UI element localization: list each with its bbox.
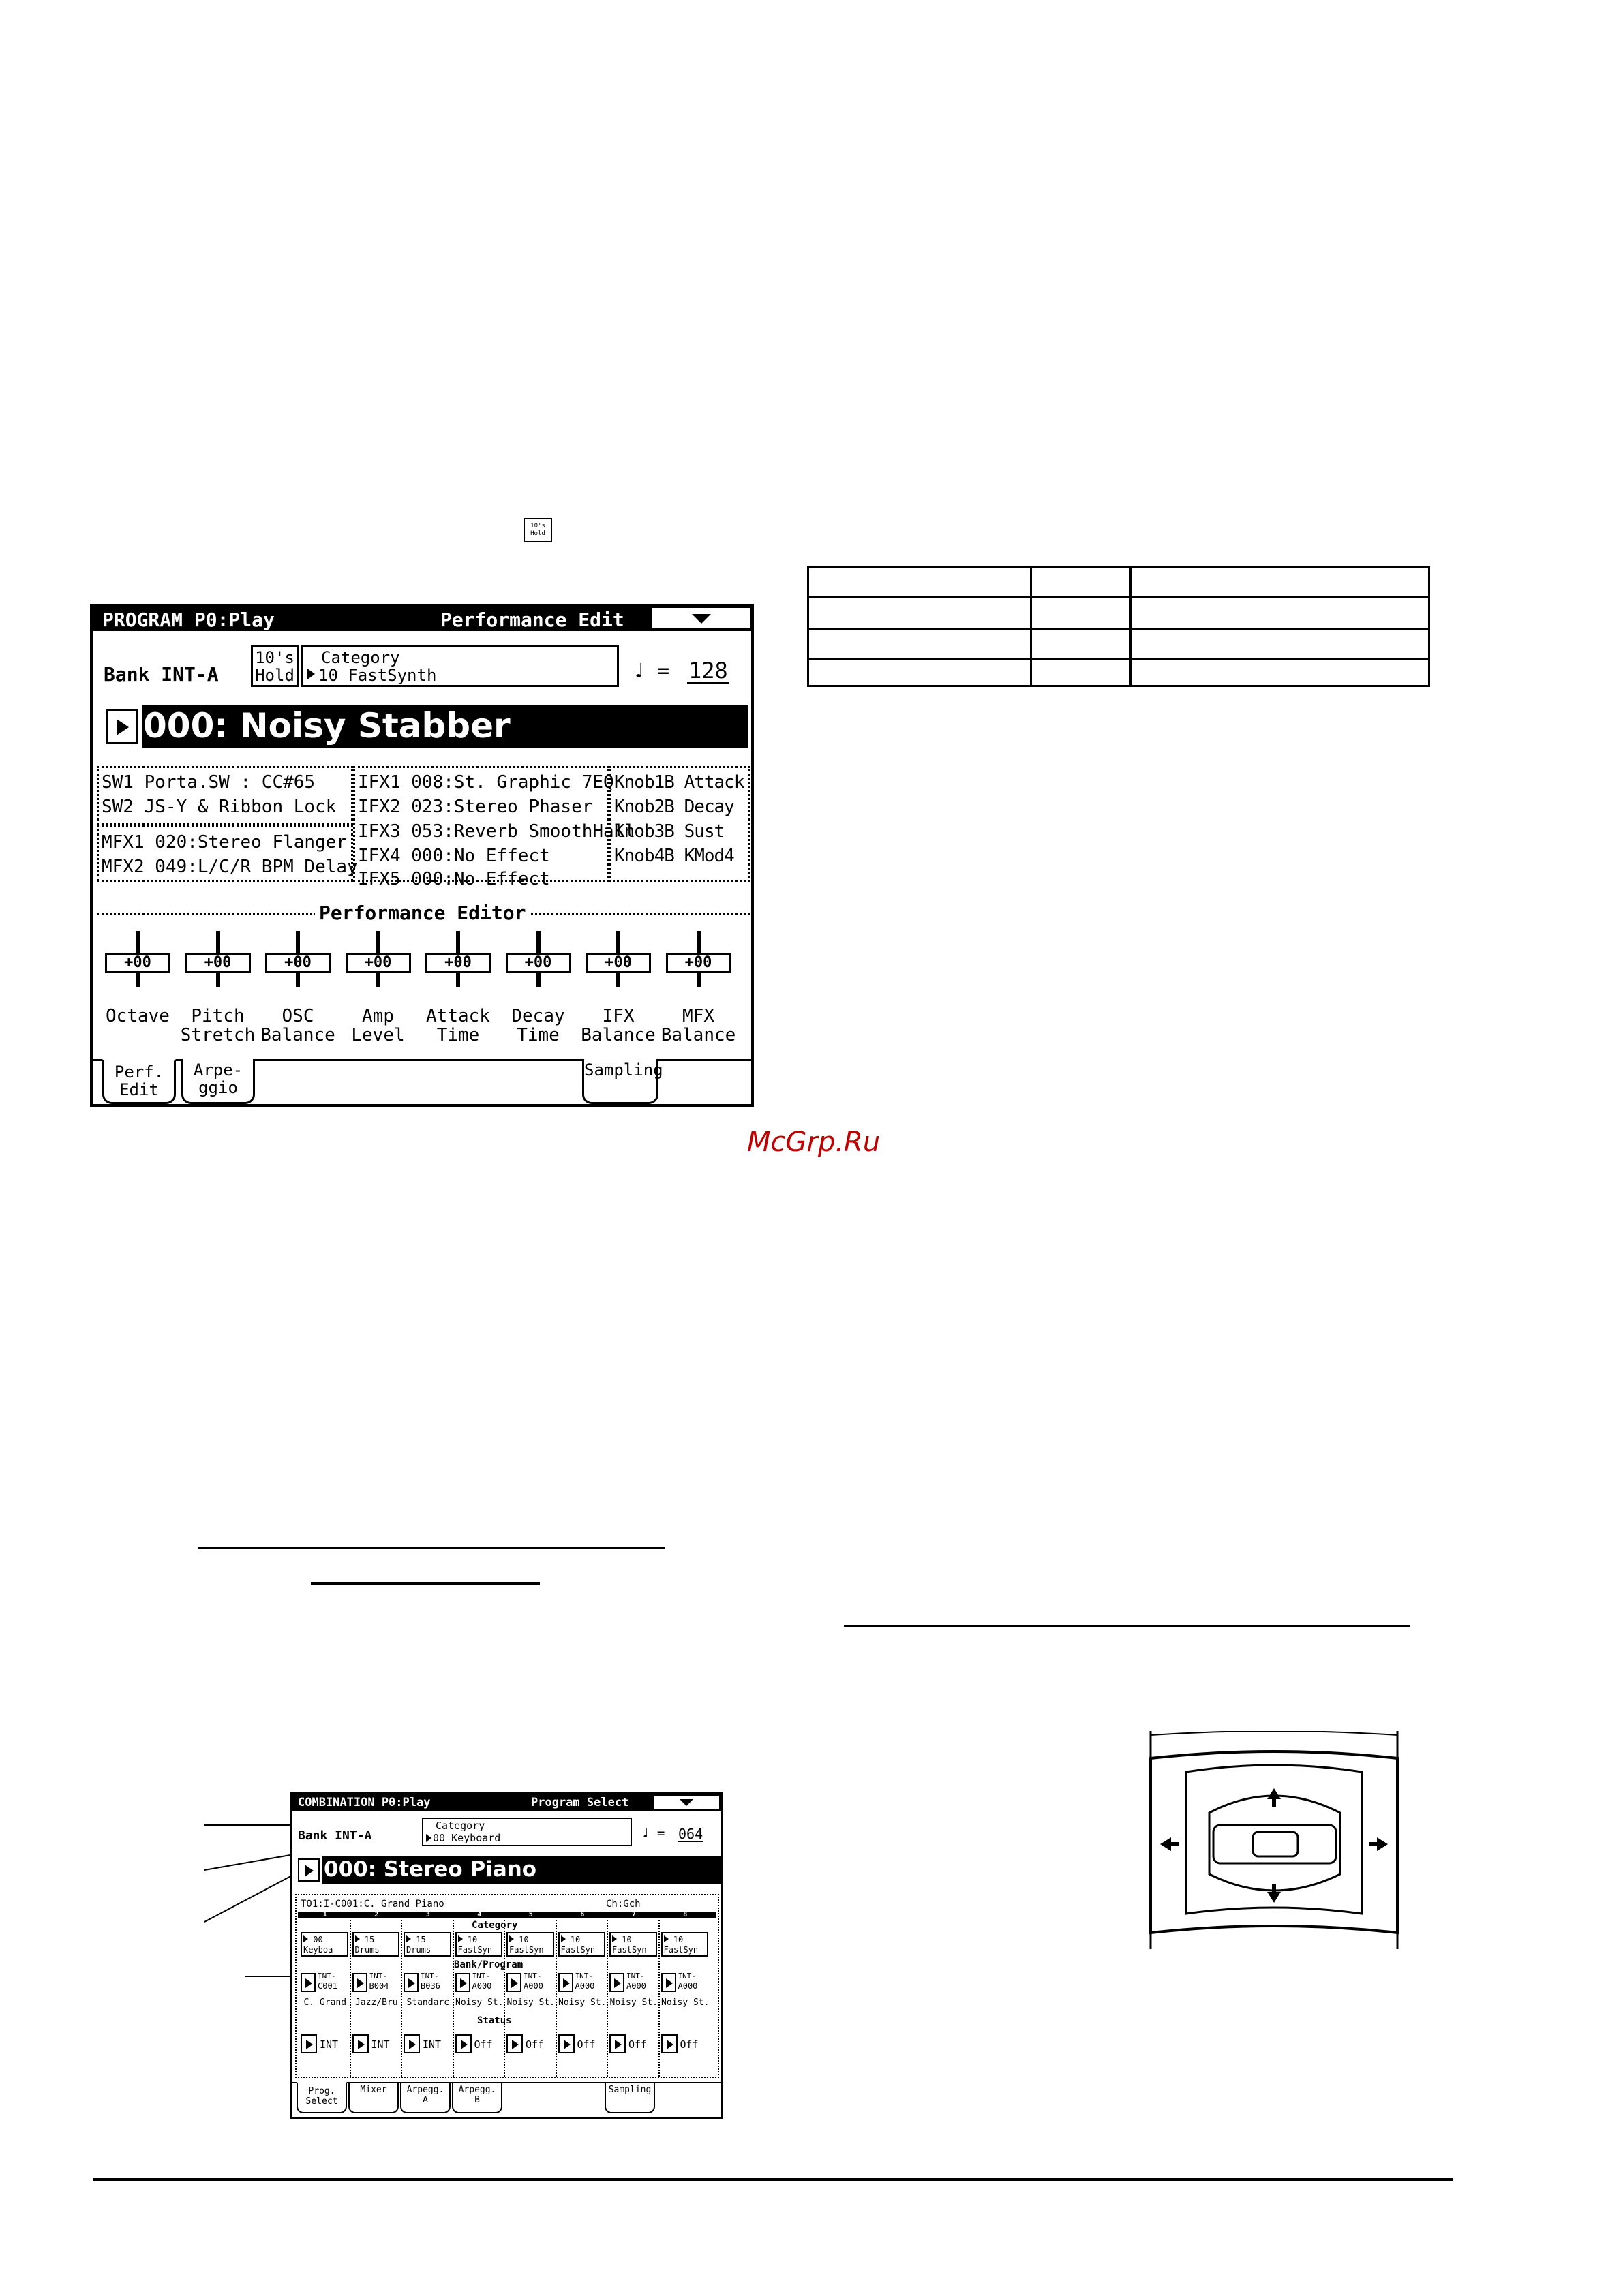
timbre-number: 4 [477, 1911, 482, 1918]
triangle-down-icon [692, 614, 711, 624]
bankprog-header: Bank/Program [452, 1959, 525, 1970]
play-button[interactable] [352, 2034, 369, 2053]
slider-value-box[interactable]: +00 [666, 953, 731, 973]
category-name: Drums [406, 1945, 431, 1955]
category-header: Category [470, 1920, 519, 1931]
slider-label: Octave [106, 1006, 170, 1026]
play-icon [563, 1978, 570, 1988]
mfx1: MFX1 020:Stereo Flanger [102, 832, 348, 853]
category-name: FastSyn [457, 1945, 493, 1955]
slider-1[interactable] [181, 931, 255, 1054]
performance-editor-title: Performance Editor [315, 904, 530, 923]
footer-rule [93, 2178, 1453, 2181]
slider-label: Decay [511, 1006, 565, 1026]
tab-label: A [423, 2095, 428, 2105]
tab-label: Arpe- [193, 1060, 243, 1080]
status-header: Status [475, 2015, 514, 2026]
slider-value-box[interactable]: +00 [346, 953, 411, 973]
timbre-panel [295, 1894, 719, 2078]
timbre-category-button[interactable] [661, 1932, 709, 1957]
channel-info: Ch:Gch [606, 1899, 641, 1910]
status-value: Off [628, 2038, 648, 2051]
slider-value-box[interactable]: +00 [185, 953, 251, 973]
play-icon [666, 1978, 673, 1988]
column-divider [453, 1920, 454, 2077]
program-bank: INT- [626, 1972, 645, 1980]
slider-value-box[interactable]: +00 [586, 953, 651, 973]
play-icon [357, 1978, 364, 1988]
page-title: PROGRAM P0:Play [102, 609, 275, 631]
page-menu-button[interactable] [654, 1796, 719, 1809]
tab-arpeggio[interactable] [181, 1059, 255, 1104]
category-num: 10 [622, 1935, 632, 1944]
timbre-status[interactable] [609, 2033, 657, 2055]
tab-3[interactable] [452, 2082, 502, 2113]
program-name: Jazz/Bru [354, 1997, 398, 2008]
tab-sampling[interactable] [582, 1059, 663, 1104]
timbre-number: 1 [322, 1911, 327, 1918]
timbre-category-button[interactable] [558, 1932, 606, 1957]
tab-1[interactable] [348, 2082, 399, 2113]
category-num: 00 [313, 1935, 323, 1944]
program-bank: INT- [369, 1972, 387, 1980]
knob1: Knob1B Attack [614, 772, 744, 793]
page-name: Program Select [531, 1796, 629, 1809]
play-button[interactable] [455, 1973, 470, 1992]
combination-play-screen [290, 1792, 723, 2119]
slider-5[interactable] [502, 931, 575, 1054]
column-divider [658, 1920, 660, 2077]
mfx2: MFX2 049:L/C/R BPM Delay [102, 857, 358, 877]
play-icon [460, 1978, 467, 1988]
tab-4[interactable] [605, 2082, 655, 2113]
play-icon [408, 1978, 415, 1988]
play-button[interactable] [506, 1973, 521, 1992]
rule-line [844, 1625, 1410, 1627]
hold-indicator [251, 645, 299, 687]
page-name: Performance Edit [440, 609, 624, 631]
slider-label: Pitch [191, 1006, 245, 1026]
timbre-program-button[interactable] [506, 1972, 554, 1993]
play-icon [614, 1978, 621, 1988]
slider-value-box[interactable]: +00 [265, 953, 331, 973]
slider-value-box[interactable]: +00 [105, 953, 170, 973]
timbre-status[interactable] [506, 2033, 554, 2055]
program-name: 000: Noisy Stabber [143, 706, 511, 746]
play-icon [511, 1978, 518, 1988]
status-value: Off [577, 2038, 596, 2051]
category-name: FastSyn [612, 1945, 647, 1955]
program-number: B004 [369, 1981, 389, 1991]
table-col-divider [1129, 568, 1132, 685]
program-name: C. Grand [303, 1997, 347, 2008]
program-name: Noisy St. [558, 1997, 607, 2008]
program-number: A000 [678, 1981, 698, 1991]
ifx1: IFX1 008:St. Graphic 7EQ [358, 772, 614, 793]
table-row-divider [809, 628, 1428, 630]
play-icon [307, 669, 315, 679]
play-button[interactable] [661, 1973, 676, 1992]
play-button[interactable] [506, 2034, 523, 2053]
category-num: 10 [673, 1935, 684, 1944]
mfx-panel [97, 825, 358, 882]
play-button[interactable] [609, 2034, 626, 2053]
timbre-category-button[interactable] [404, 1932, 451, 1957]
category-num: 15 [416, 1935, 426, 1944]
slider-label: IFX [602, 1006, 635, 1026]
category-name: FastSyn [560, 1945, 596, 1955]
tempo-symbol: ♩ = [641, 1826, 665, 1841]
slider-label: Time [517, 1025, 560, 1045]
play-icon [458, 1935, 463, 1942]
slider-label: Attack [426, 1006, 490, 1026]
combination-name: 000: Stereo Piano [324, 1857, 537, 1882]
tab-label: Edit [119, 1080, 159, 1099]
play-icon [355, 1935, 360, 1942]
program-number: A000 [575, 1981, 595, 1991]
play-button[interactable] [301, 1973, 316, 1992]
program-bank: INT- [472, 1972, 490, 1980]
tab-label: ggio [198, 1078, 238, 1097]
timbre-status[interactable] [352, 2033, 400, 2055]
play-icon [305, 1865, 314, 1877]
play-button[interactable] [404, 1973, 419, 1992]
tab-label: Prog. [308, 2086, 335, 2096]
play-icon [409, 2040, 416, 2049]
timbre-number: 2 [374, 1911, 379, 1918]
timbre-status[interactable] [661, 2033, 709, 2055]
status-value: Off [474, 2038, 493, 2051]
reference-table [807, 566, 1430, 687]
slider-6[interactable] [581, 931, 655, 1054]
play-button[interactable] [455, 2034, 472, 2053]
slider-label: OSC [282, 1006, 314, 1026]
play-button[interactable] [404, 2034, 420, 2053]
ifx5: IFX5 000:No Effect [358, 869, 550, 889]
tab-0[interactable] [297, 2082, 347, 2113]
timbre-number: 3 [425, 1911, 430, 1918]
program-name: Noisy St. [609, 1997, 658, 2008]
status-value: INT [320, 2038, 339, 2051]
knob4: Knob4B KMod4 [614, 846, 734, 866]
knob2: Knob2B Decay [614, 797, 734, 817]
status-value: Off [680, 2038, 699, 2051]
play-icon [306, 2040, 313, 2049]
play-icon [512, 2040, 519, 2049]
slider-label: Balance [260, 1025, 335, 1045]
category-num: 10 [570, 1935, 581, 1944]
tab-label: B [474, 2095, 480, 2105]
hold-icon [524, 518, 552, 542]
slider-value-box[interactable]: +00 [506, 953, 571, 973]
category-name: Keyboa [303, 1945, 333, 1955]
bank-label: Bank INT-A [104, 663, 219, 686]
program-name: Noisy St. [455, 1997, 504, 2008]
slider-label: Time [436, 1025, 480, 1045]
program-select-button[interactable] [106, 709, 138, 744]
timbre-info: T01:I-C001:C. Grand Piano [301, 1899, 444, 1910]
tempo-symbol: ♩ = [633, 659, 670, 683]
category-label: Category [436, 1820, 485, 1832]
program-name: Standarc [406, 1997, 450, 2008]
play-icon [406, 1935, 411, 1942]
program-name: Noisy St. [661, 1997, 710, 2008]
combination-select-button[interactable] [298, 1858, 320, 1882]
slider-0[interactable] [101, 931, 175, 1054]
timbre-program-button[interactable] [455, 1972, 503, 1993]
timbre-number: 6 [580, 1911, 585, 1918]
column-divider [607, 1920, 608, 2077]
timbre-category-button[interactable] [455, 1932, 503, 1957]
knob-panel [609, 766, 750, 882]
timbre-program-button[interactable] [352, 1972, 400, 1993]
slider-3[interactable] [342, 931, 415, 1054]
column-divider [350, 1920, 351, 2077]
timbre-category-button[interactable] [301, 1932, 348, 1957]
play-icon [664, 1935, 669, 1942]
category-name: FastSyn [663, 1945, 699, 1955]
hold-line2: Hold [255, 666, 294, 685]
play-button[interactable] [609, 1973, 624, 1992]
triangle-down-icon [680, 1799, 693, 1806]
timbre-category-button[interactable] [609, 1932, 657, 1957]
hold-line1: 10's [255, 648, 294, 667]
timbre-category-button[interactable] [352, 1932, 400, 1957]
tab-label: Perf. [114, 1062, 164, 1082]
play-button[interactable] [352, 1973, 367, 1992]
program-number: B036 [421, 1981, 440, 1991]
bank-label: Bank INT-A [298, 1828, 372, 1843]
joystick-diagram [1148, 1731, 1400, 1949]
play-icon [615, 2040, 622, 2049]
tab-label: Sampling [608, 2085, 652, 2095]
program-bank: INT- [678, 1972, 696, 1980]
ifx4: IFX4 000:No Effect [358, 846, 550, 866]
rule-line [198, 1547, 665, 1549]
tab-perf-edit[interactable] [102, 1059, 176, 1104]
category-name: FastSyn [509, 1945, 544, 1955]
slider-label: Amp [362, 1006, 394, 1026]
slider-4[interactable] [421, 931, 495, 1054]
slider-label: Level [351, 1025, 405, 1045]
table-row-divider [809, 596, 1428, 598]
timbre-program-button[interactable] [404, 1972, 451, 1993]
timbre-program-button[interactable] [661, 1972, 709, 1993]
play-button[interactable] [558, 2034, 575, 2053]
timbre-status[interactable] [301, 2033, 348, 2055]
play-icon [358, 2040, 365, 2049]
category-num: 10 [467, 1935, 478, 1944]
category-value: 10 FastSynth [318, 666, 437, 685]
program-bank: INT- [575, 1972, 593, 1980]
play-icon [564, 2040, 571, 2049]
table-row-divider [809, 658, 1428, 660]
timbre-number: 8 [683, 1911, 688, 1918]
play-icon [667, 2040, 673, 2049]
tempo-value[interactable]: 064 [678, 1826, 703, 1842]
timbre-status[interactable] [404, 2033, 451, 2055]
category-select[interactable] [301, 645, 619, 687]
watermark: McGrp.Ru [747, 1127, 881, 1158]
tab-label: Arpegg. [458, 2085, 496, 2095]
tab-label: Arpegg. [406, 2085, 444, 2095]
category-value: 00 Keyboard [433, 1832, 501, 1844]
page-title: COMBINATION P0:Play [298, 1796, 431, 1809]
timbre-number: 5 [528, 1911, 533, 1918]
program-bank: INT- [524, 1972, 542, 1980]
slider-7[interactable] [662, 931, 735, 1054]
play-icon [117, 719, 129, 735]
timbre-program-button[interactable] [558, 1972, 606, 1993]
slider-label: MFX [682, 1006, 714, 1026]
program-number: A000 [524, 1981, 543, 1991]
play-icon [612, 1935, 617, 1942]
program-number: A000 [626, 1981, 646, 1991]
slider-label: Balance [661, 1025, 736, 1045]
tempo-value[interactable]: 128 [688, 658, 728, 684]
status-value: INT [371, 2038, 390, 2051]
program-number: A000 [472, 1981, 492, 1991]
program-bank: INT- [318, 1972, 336, 1980]
ifx3: IFX3 053:Reverb SmoothHall [358, 821, 635, 842]
program-bank: INT- [421, 1972, 439, 1980]
sw1-assign: SW1 Porta.SW : CC#65 [102, 772, 316, 793]
timbre-program-button[interactable] [301, 1972, 348, 1993]
status-value: INT [423, 2038, 442, 2051]
program-play-screen [90, 604, 754, 1107]
rule-line [311, 1582, 540, 1585]
play-icon [561, 1935, 566, 1942]
column-divider [556, 1920, 557, 2077]
category-num: 10 [519, 1935, 529, 1944]
timbre-number: 7 [631, 1911, 636, 1918]
category-label: Category [321, 648, 400, 667]
play-icon [426, 1834, 431, 1842]
tab-2[interactable] [400, 2082, 451, 2113]
status-value: Off [526, 2038, 545, 2051]
hold-icon-label: 10's Hold [530, 523, 545, 537]
sw2-assign: SW2 JS-Y & Ribbon Lock [102, 797, 337, 817]
timbre-program-button[interactable] [609, 1972, 657, 1993]
program-number: C001 [318, 1981, 337, 1991]
slider-label: Stretch [180, 1025, 256, 1045]
timbre-category-button[interactable] [506, 1932, 554, 1957]
page-menu-button[interactable] [652, 608, 750, 628]
timbre-status[interactable] [558, 2033, 606, 2055]
play-button[interactable] [301, 2034, 317, 2053]
slider-value-box[interactable]: +00 [425, 953, 491, 973]
category-select[interactable] [422, 1818, 632, 1846]
play-button[interactable] [558, 1973, 573, 1992]
tab-label: Sampling [584, 1060, 663, 1080]
knob3: Knob3B Sust [614, 821, 725, 842]
ifx-panel [353, 766, 635, 889]
play-icon [303, 1935, 308, 1942]
column-divider [504, 1920, 505, 2077]
slider-label: Balance [581, 1025, 656, 1045]
program-name: Noisy St. [506, 1997, 555, 2008]
timbre-status[interactable] [455, 2033, 503, 2055]
play-icon [461, 2040, 468, 2049]
table-col-divider [1030, 568, 1032, 685]
category-num: 15 [364, 1935, 375, 1944]
play-icon [305, 1978, 312, 1988]
tab-label: Mixer [360, 2085, 387, 2095]
ifx2: IFX2 023:Stereo Phaser [358, 797, 593, 817]
tab-label: Select [305, 2096, 338, 2107]
sw-panel [97, 766, 353, 825]
play-button[interactable] [661, 2034, 678, 2053]
column-divider [401, 1920, 402, 2077]
play-icon [509, 1935, 514, 1942]
slider-2[interactable] [261, 931, 335, 1054]
category-name: Drums [354, 1945, 380, 1955]
